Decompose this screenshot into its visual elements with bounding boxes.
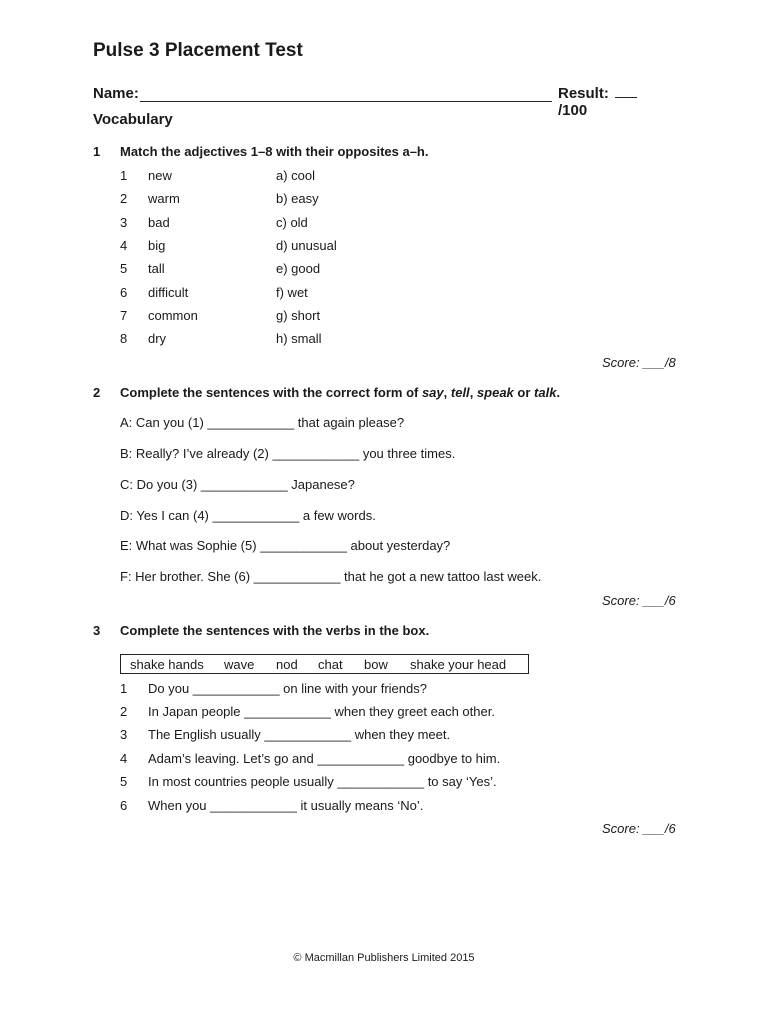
- item-sentence: In most countries people usually ____________ to say ‘Yes’.: [148, 774, 497, 789]
- instruction-keyword: speak: [476, 385, 514, 400]
- question-number: 3: [93, 623, 101, 638]
- dialogue-line: C: Do you (3) ____________ Japanese?: [120, 477, 355, 492]
- name-blank-line: [140, 101, 552, 102]
- item-sentence: In Japan people ____________ when they greet each other.: [148, 704, 495, 719]
- instruction-keyword: say: [421, 385, 444, 400]
- question-1-score: Score: ___/8: [602, 355, 676, 370]
- item-opposite: d) unusual: [276, 238, 337, 253]
- box-word: bow: [364, 657, 388, 672]
- box-word: nod: [276, 657, 298, 672]
- item-word: warm: [148, 191, 180, 206]
- question-number: 1: [93, 144, 101, 159]
- page-title: Pulse 3 Placement Test: [93, 40, 303, 61]
- dialogue-line: A: Can you (1) ____________ that again please?: [120, 415, 405, 430]
- item-number: 4: [120, 751, 128, 766]
- item-number: 8: [120, 331, 128, 346]
- item-word: big: [148, 238, 166, 253]
- item-number: 1: [120, 681, 128, 696]
- item-number: 6: [120, 285, 128, 300]
- item-opposite: f) wet: [276, 285, 308, 300]
- item-opposite: h) small: [276, 331, 322, 346]
- result-field: [558, 85, 663, 119]
- instruction-separator: ,: [469, 385, 477, 400]
- instruction-text: Complete the sentences with the correct form of: [120, 385, 422, 400]
- item-opposite: a) cool: [276, 168, 316, 183]
- item-word: tall: [148, 261, 165, 276]
- item-number: 2: [120, 704, 128, 719]
- instruction-end: .: [556, 385, 561, 400]
- item-number: 7: [120, 308, 128, 323]
- item-opposite: g) short: [276, 308, 321, 323]
- word-box: [120, 654, 529, 674]
- item-word: difficult: [148, 285, 189, 300]
- item-number: 1: [120, 168, 128, 183]
- box-word: chat: [318, 657, 343, 672]
- item-number: 3: [120, 727, 128, 742]
- box-word: wave: [224, 657, 255, 672]
- result-blank-line: [615, 85, 637, 98]
- item-sentence: Adam’s leaving. Let’s go and ____________ goodbye to him.: [148, 751, 501, 766]
- box-word: shake your head: [410, 657, 507, 672]
- result-label: Result:: [558, 85, 614, 102]
- instruction-separator: ,: [443, 385, 451, 400]
- item-word: bad: [148, 215, 170, 230]
- item-word: new: [148, 168, 172, 183]
- item-sentence: When you ____________ it usually means ‘No’.: [148, 798, 424, 813]
- box-word: shake hands: [130, 657, 204, 672]
- dialogue-line: D: Yes I can (4) ____________ a few words.: [120, 508, 376, 523]
- item-word: common: [148, 308, 198, 323]
- name-label: Name:: [93, 85, 139, 102]
- question-2-score: Score: ___/6: [602, 593, 676, 608]
- item-number: 6: [120, 798, 128, 813]
- question-instruction: Complete the sentences with the verbs in the box.: [120, 623, 430, 638]
- result-total: /100: [558, 102, 588, 119]
- item-sentence: Do you ____________ on line with your friends?: [148, 681, 427, 696]
- instruction-keyword: tell: [450, 385, 470, 400]
- section-heading: Vocabulary: [93, 111, 173, 128]
- item-opposite: e) good: [276, 261, 321, 276]
- question-instruction: Match the adjectives 1–8 with their opposites a–h.: [120, 144, 429, 159]
- item-number: 2: [120, 191, 128, 206]
- dialogue-line: E: What was Sophie (5) ____________ about yesterday?: [120, 538, 451, 553]
- item-number: 5: [120, 774, 128, 789]
- copyright-footer: © Macmillan Publishers Limited 2015: [293, 952, 475, 964]
- item-number: 4: [120, 238, 128, 253]
- item-opposite: b) easy: [276, 191, 319, 206]
- item-word: dry: [148, 331, 167, 346]
- dialogue-line: B: Really? I’ve already (2) ____________ you three times.: [120, 446, 456, 461]
- question-number: 2: [93, 385, 101, 400]
- instruction-keyword: talk: [534, 385, 557, 400]
- question-3-score: Score: ___/6: [602, 821, 676, 836]
- item-opposite: c) old: [276, 215, 308, 230]
- dialogue-line: F: Her brother. She (6) ____________ that he got a new tattoo last week.: [120, 569, 542, 584]
- question-instruction: [120, 385, 560, 400]
- item-sentence: The English usually ____________ when they meet.: [148, 727, 451, 742]
- item-number: 5: [120, 261, 128, 276]
- instruction-separator: or: [513, 385, 535, 400]
- item-number: 3: [120, 215, 128, 230]
